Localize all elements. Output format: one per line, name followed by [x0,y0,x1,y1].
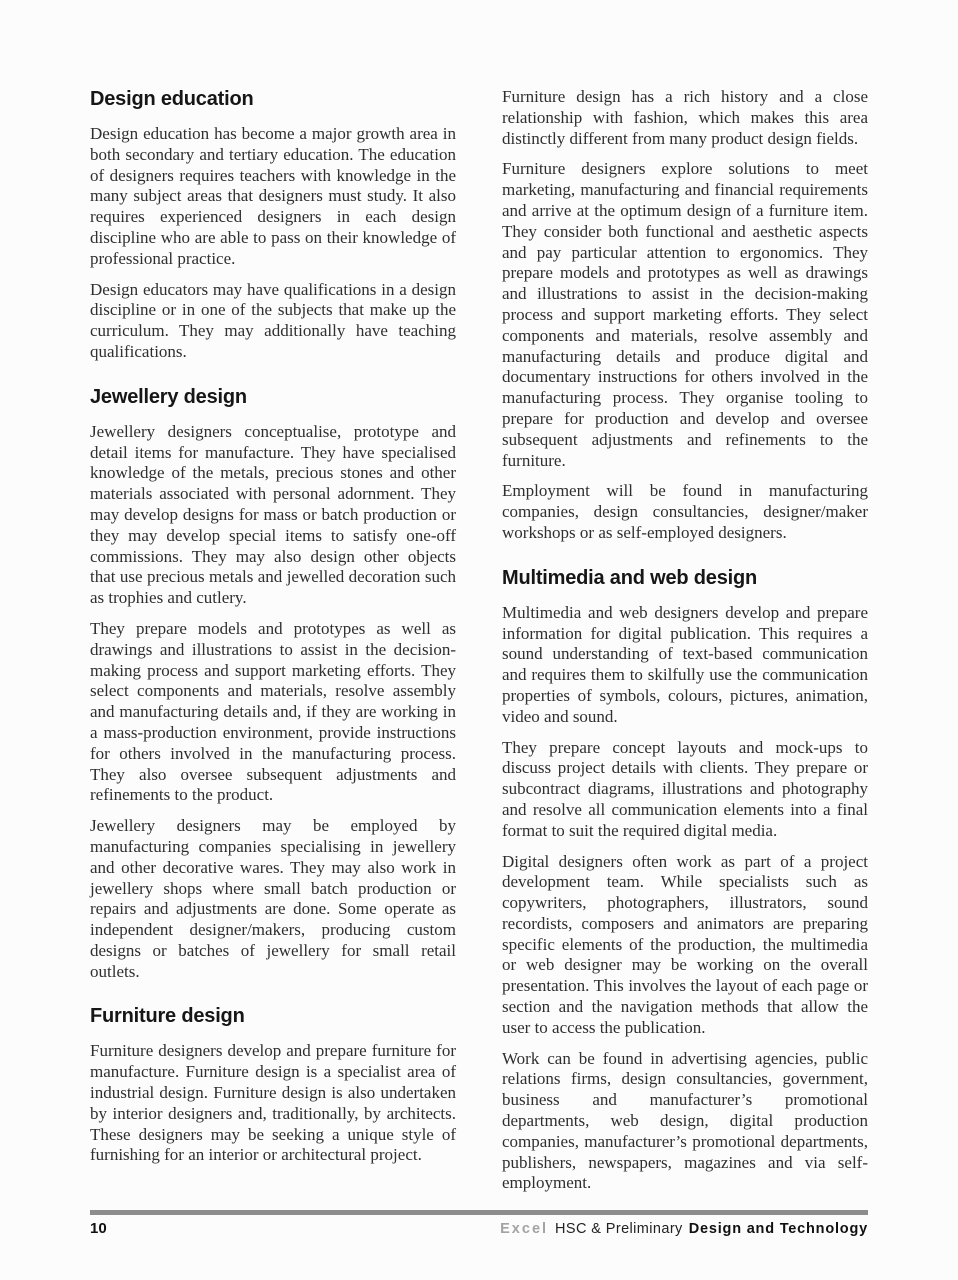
paragraph: Furniture designers explore solutions to meet marketing, manufacturing and financial requirements and arrive at the optimum design of a furniture item. They consider both functional and aesthetic aspects and pay particular attention to ergonomics. They prepare models and prototypes as well as drawings and illustrations to assist in the decision-making process and support marketing efforts. They select components and materials, resolve assembly and manufacturing details and produce digital and documentary instructions for others involved in the manufacturing process. They organise tooling to prepare for production and develop and oversee subsequent adjustments and refinements to the furniture. [502,159,868,470]
paragraph: Employment will be found in manufacturing companies, design consultancies, designer/maker workshops or as self-employed designers. [502,481,868,542]
section-heading-furniture-design: Furniture design [90,1005,245,1028]
footer-rule [90,1210,868,1215]
footer-imprint [500,1221,868,1237]
paragraph: Design educators may have qualifications in a design discipline or in one of the subjects that make up the curriculum. They may additionally have teaching qualifications. [90,279,456,361]
paragraph: Furniture designers develop and prepare furniture for manufacture. Furniture design is a specialist area of industrial design. Furniture design is also undertaken by interior designers and, traditionally, by architects. These designers may be seeking a unique style of furnishing for an interior or architectural project. [90,1041,456,1165]
left-column [90,87,456,1204]
paragraph: Work can be found in advertising agencies, public relations firms, design consultancies, government, business and manufacturer’s promotional departments, web design, digital production companies, manufacturer’s promotional departments, publishers, newspapers, magazines and via self-employment. [502,1048,868,1193]
page-content [90,87,868,1204]
section-heading-jewellery-design: Jewellery design [90,385,247,408]
section-heading-design-education: Design education [90,88,254,110]
paragraph: Digital designers often work as part of a project development team. While specialists such as copywriters, photographers, illustrators, sound recordists, composers and animators are preparing specific elements of the production, the multimedia or web designer may be working on the overall presentation. This involves the layout of each page or section and the navigation methods that allow the user to access the publication. [502,851,868,1037]
paragraph: Jewellery designers may be employed by manufacturing companies specialising in jewellery and other decorative wares. They may also work in jewellery shops where small batch production or repairs and adjustments are done. Some operate as independent designer/makers, producing custom designs or batches of jewellery for small retail outlets. [90,816,456,981]
footer-series: HSC & Preliminary [555,1221,683,1237]
footer-brand: Excel [500,1221,549,1237]
paragraph: They prepare models and prototypes as well as drawings and illustrations to assist in the decision-making process and support marketing efforts. They select components and materials, resolve assembly and manufacturing details and, if they are working in a mass-production environment, provide instructions for others involved in the manufacturing process. They also oversee subsequent adjustments and refinements to the product. [90,618,456,805]
paragraph: They prepare concept layouts and mock-ups to discuss project details with clients. They prepare or subcontract diagrams, illustrations and photography and resolve all communication elements into a final format to suit the required digital media. [502,737,868,840]
section-heading-multimedia-web-design: Multimedia and web design [502,566,758,589]
paragraph: Multimedia and web designers develop and prepare information for digital publication. This requires a sound understanding of text-based communication and requires them to skilfully use the communication properties of symbols, colours, pictures, animation, video and sound. [502,602,868,726]
page-number: 10 [90,1220,107,1237]
paragraph: Jewellery designers conceptualise, prototype and detail items for manufacture. They have specialised knowledge of the metals, precious stones and other materials associated with personal adornment. They may develop designs for mass or batch production or they may develop special items to satisfy one-off commissions. They may also design other objects that use precious metals and jewelled decoration such as trophies and cutlery. [90,421,456,608]
page-footer [90,1210,868,1237]
paragraph: Furniture design has a rich history and a close relationship with fashion, which makes this area distinctly different from many product design fields. [502,87,868,148]
footer-row [90,1220,868,1237]
paragraph: Design education has become a major growth area in both secondary and tertiary education. The education of designers requires teachers with knowledge in the many subject areas that designers must study. It also requires experienced designers in each design discipline who are able to pass on their knowledge of professional practice. [90,124,456,268]
right-column [502,87,868,1204]
footer-book-title: Design and Technology [688,1221,868,1237]
